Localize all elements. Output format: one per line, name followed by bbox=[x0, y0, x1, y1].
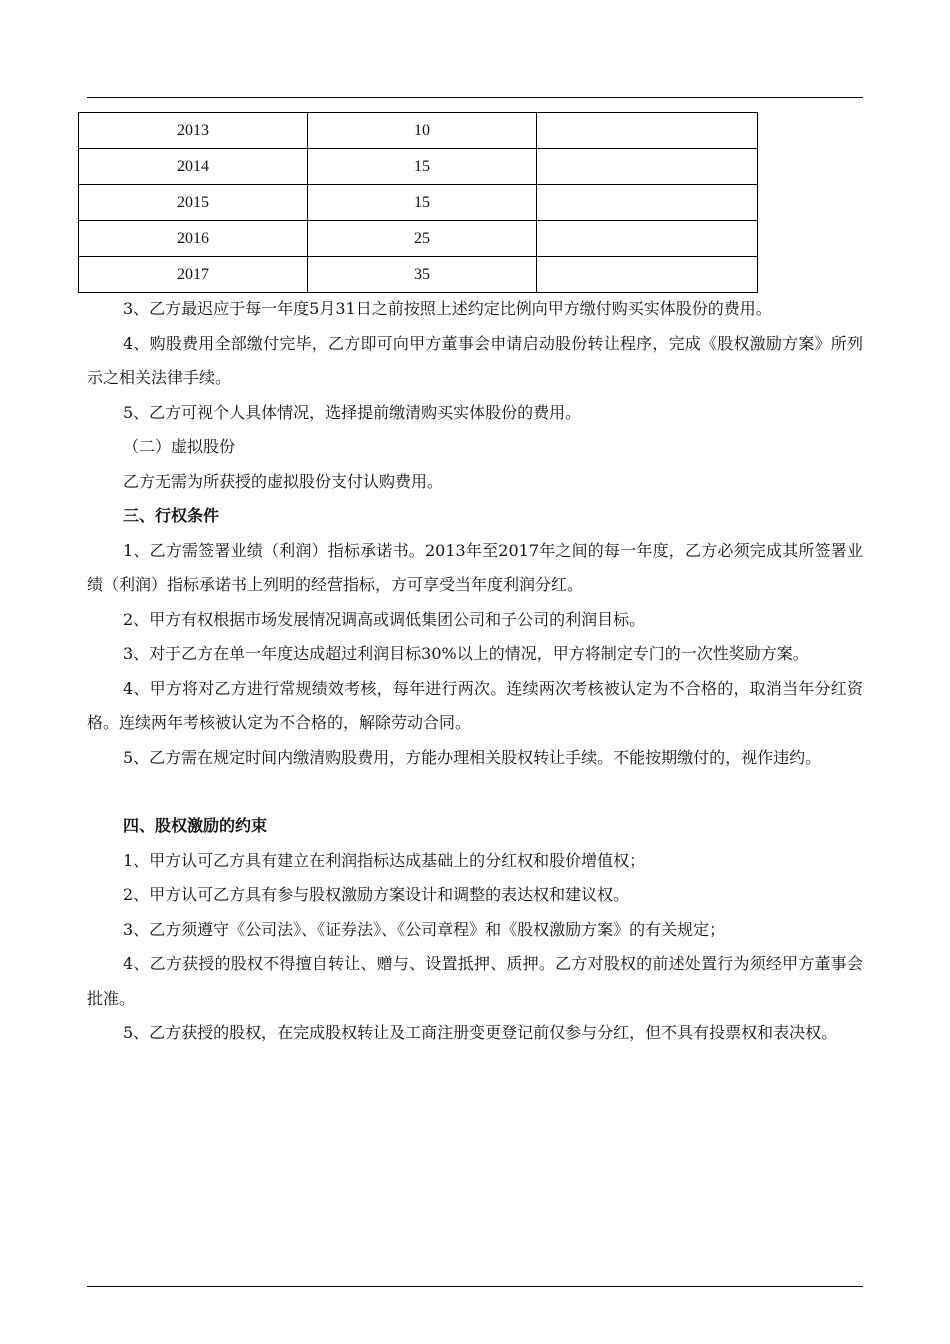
paragraph: 2、甲方有权根据市场发展情况调高或调低集团公司和子公司的利润目标。 bbox=[123, 609, 646, 629]
paragraph: 4、乙方获授的股权不得擅自转让、赠与、设置抵押、质押。乙方对股权的前述处置行为须经甲方董事会批准。 bbox=[87, 954, 863, 1008]
value-cell: 15 bbox=[308, 185, 537, 221]
paragraph: 4、甲方将对乙方进行常规绩效考核，每年进行两次。连续两次考核被认定为不合格的，取消当年分红资格。连续两年考核被认定为不合格的，解除劳动合同。 bbox=[87, 678, 863, 732]
value-cell: 25 bbox=[308, 221, 537, 257]
paragraph: 4、购股费用全部缴付完毕，乙方即可向甲方董事会申请启动股份转让程序，完成《股权激励方案》所列示之相关法律手续。 bbox=[87, 333, 863, 387]
paragraph: 5、乙方获授的股权，在完成股权转让及工商注册变更登记前仅参与分红，但不具有投票权和表决权。 bbox=[123, 1023, 838, 1042]
header-rule bbox=[87, 97, 863, 98]
paragraph: 2、甲方认可乙方具有参与股权激励方案设计和调整的表达权和建议权。 bbox=[123, 885, 630, 904]
year-cell: 2015 bbox=[79, 185, 308, 221]
note-cell bbox=[537, 185, 758, 221]
table-row bbox=[79, 257, 758, 293]
value-cell: 35 bbox=[308, 257, 537, 293]
paragraph: 3、对于乙方在单一年度达成超过利润目标30%以上的情况，甲方将制定专门的一次性奖励方案。 bbox=[123, 644, 809, 663]
note-cell bbox=[537, 257, 758, 293]
paragraph: 5、乙方需在规定时间内缴清购股费用，方能办理相关股权转让手续。不能按期缴付的，视作违约。 bbox=[123, 747, 822, 767]
year-cell: 2017 bbox=[79, 257, 308, 293]
payment-schedule-table bbox=[78, 112, 758, 293]
value-cell: 15 bbox=[308, 149, 537, 185]
paragraph: 乙方无需为所获授的虚拟股份支付认购费用。 bbox=[123, 471, 444, 491]
value-cell: 10 bbox=[308, 113, 537, 149]
year-cell: 2013 bbox=[79, 113, 308, 149]
paragraph: 1、甲方认可乙方具有建立在利润指标达成基础上的分红权和股价增值权； bbox=[123, 850, 646, 870]
table-row bbox=[79, 221, 758, 257]
subsection-heading: （二）虚拟股份 bbox=[123, 437, 236, 456]
year-cell: 2014 bbox=[79, 149, 308, 185]
paragraph: 5、乙方可视个人具体情况，选择提前缴清购买实体股份的费用。 bbox=[123, 402, 582, 422]
document-body bbox=[87, 292, 863, 1051]
year-cell: 2016 bbox=[79, 221, 308, 257]
footer-rule bbox=[87, 1286, 863, 1287]
paragraph: 3、乙方须遵守《公司法》、《证券法》、《公司章程》和《股权激励方案》的有关规定； bbox=[123, 919, 726, 939]
table-row bbox=[79, 185, 758, 221]
section-heading-exercise-conditions: 三、行权条件 bbox=[123, 506, 220, 525]
paragraph: 3、乙方最迟应于每一年度5月31日之前按照上述约定比例向甲方缴付购买实体股份的费用。 bbox=[123, 299, 772, 318]
paragraph: 1、乙方需签署业绩（利润）指标承诺书。2013年至2017年之间的每一年度，乙方必须完成其所签署业绩（利润）指标承诺书上列明的经营指标，方可享受当年度利润分红。 bbox=[87, 540, 863, 594]
section-heading-constraints: 四、股权激励的约束 bbox=[123, 816, 268, 835]
note-cell bbox=[537, 149, 758, 185]
table-row bbox=[79, 149, 758, 185]
note-cell bbox=[537, 221, 758, 257]
table-row bbox=[79, 113, 758, 149]
note-cell bbox=[537, 113, 758, 149]
